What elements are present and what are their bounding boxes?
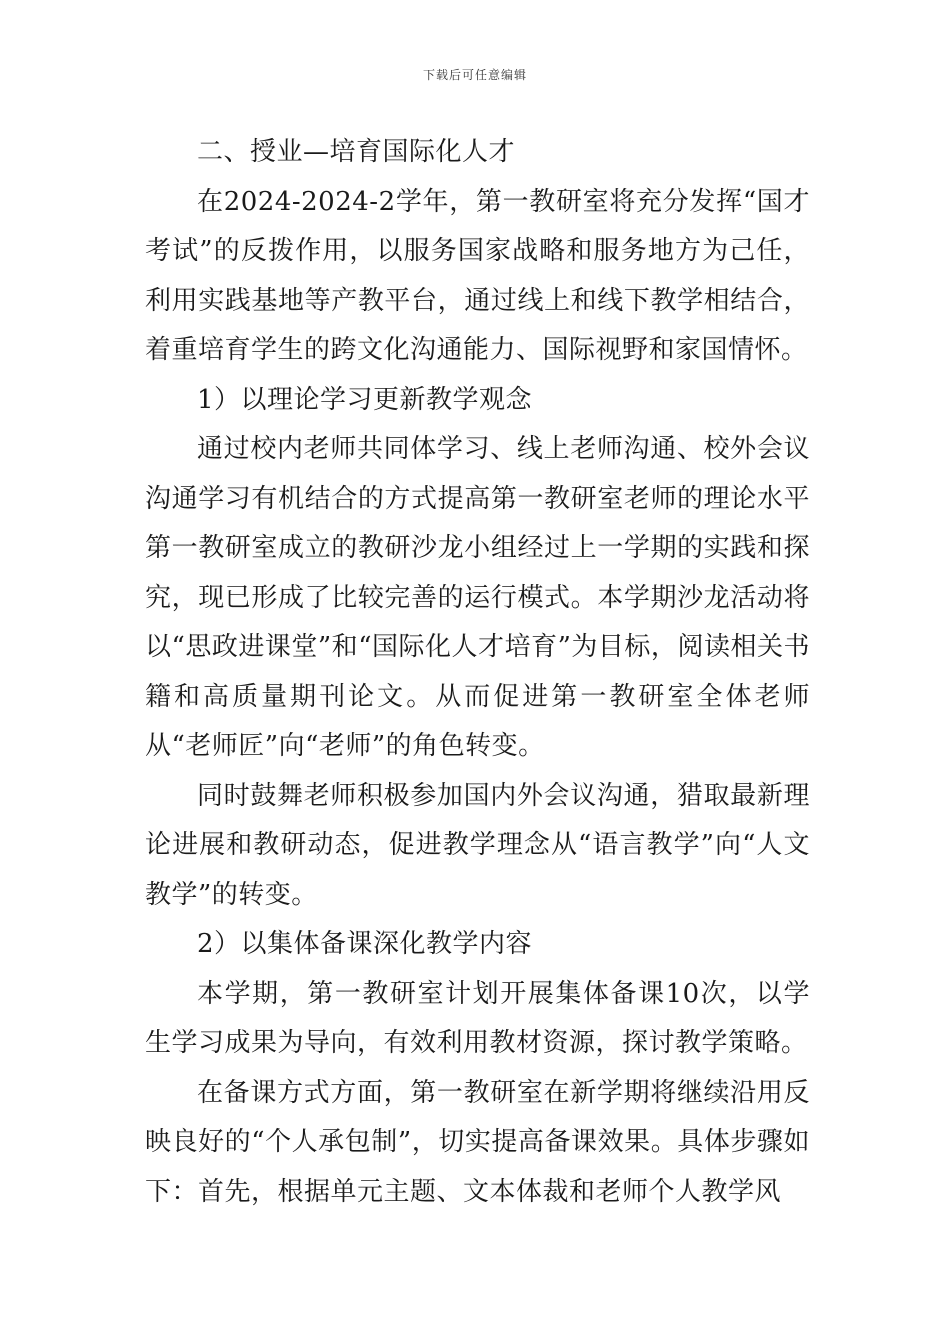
paragraph: 本学期，第一教研室计划开展集体备课10次，以学生学习成果为导向，有效利用教材资源，探讨教学策略。 — [145, 978, 810, 1058]
subsection-heading: 1）以理论学习更新教学观念 — [197, 384, 533, 415]
paragraph: 在备课方式方面，第一教研室在新学期将继续沿用反映良好的“个人承包制”，切实提高备课效果。具体步骤如下：首先，根据单元主题、文本体裁和老师个人教学风 — [145, 1077, 810, 1207]
document-body — [145, 128, 810, 1217]
page-header: 下载后可任意编辑 — [422, 68, 527, 82]
subsection-heading: 2）以集体备课深化教学内容 — [197, 929, 533, 959]
paragraph: 在2024-2024-2学年，第一教研室将充分发挥“国才考试”的反拨作用，以服务国家战略和服务地方为己任，利用实践基地等产教平台，通过线上和线下教学相结合，着重培育学生的跨文化沟通能力、国际视野和家国情怀。 — [145, 186, 810, 365]
paragraph: 通过校内老师共同体学习、线上老师沟通、校外会议沟通学习有机结合的方式提高第一教研室老师的理论水平第一教研室成立的教研沙龙小组经过上一学期的实践和探究，现已形成了比较完善的运行模式。本学期沙龙活动将以“思政进课堂”和“国际化人才培育”为目标，阅读相关书籍和高质量期刊论文。从而促进第一教研室全体老师从“老师匠”向“老师”的角色转变。 — [145, 434, 810, 761]
section-heading: 二、授业—培育国际化人才 — [197, 137, 516, 167]
paragraph: 同时鼓舞老师积极参加国内外会议沟通，猎取最新理论进展和教研动态，促进教学理念从“语言教学”向“人文教学”的转变。 — [145, 780, 810, 910]
